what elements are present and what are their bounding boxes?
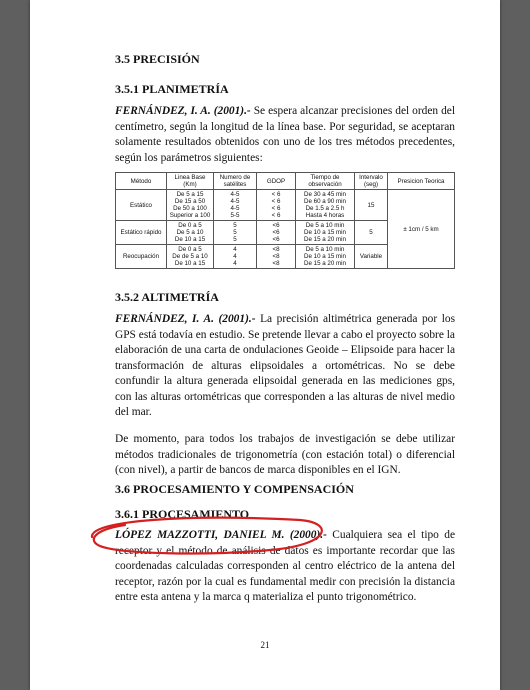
section-3-6-title: 3.6 PROCESAMIENTO Y COMPENSACIÓN: [115, 482, 354, 496]
paragraph-planimetria: [115, 104, 455, 166]
col-header-precision: Presicion Teorica: [388, 173, 455, 190]
section-3-5-1-title: 3.5.1 PLANIMETRÍA: [115, 82, 229, 96]
paragraph-altimetria: [115, 312, 455, 421]
section-3-5-2-title: 3.5.2 ALTIMETRÍA: [115, 290, 219, 304]
cell-interval: 5: [355, 221, 388, 245]
cell-gdop: < 6 < 6 < 6 < 6: [257, 190, 296, 221]
cell-method: Reocupación: [116, 245, 167, 269]
cell-method: Estático rápido: [116, 221, 167, 245]
cell-interval: Variable: [355, 245, 388, 269]
table-row-estatico: [116, 190, 455, 221]
section-3-6-1-title: 3.6.1 PROCESAMIENTO: [115, 507, 250, 521]
cell-satellites: 4 4 4: [214, 245, 257, 269]
col-header-method: Método: [116, 173, 167, 190]
col-header-interval: Intervalo (seg): [355, 173, 388, 190]
document-page: [30, 0, 500, 690]
cell-satellites: 5 5 5: [214, 221, 257, 245]
cell-baseline: De 0 a 5 De 5 a 10 De 10 a 15: [167, 221, 214, 245]
col-header-satellites: Numero de satélites: [214, 173, 257, 190]
cell-observation-time: De 30 a 45 min De 60 a 90 min De 1.5 a 2.5 h Hasta 4 horas: [296, 190, 355, 221]
paragraph-procesamiento: [115, 528, 455, 606]
cell-gdop: <6 <6 <6: [257, 221, 296, 245]
paragraph-text: La precisión altimétrica generada por los GPS está todavía en estudio. Se pretende llevar a cabo el proyecto sobre la elaboración de una carta de ondulaciones Geoide – Elipsoide para hacer la transformación de alturas elipsoidales a ortométricas. No se debe confundir la altura generada elipsoidal generada en las mediciones gps, con las alturas ortométricas que corresponden a las alturas de nivel medio del mar.: [115, 313, 455, 418]
author-citation: FERNÁNDEZ, I. A. (2001).-: [115, 105, 251, 117]
cell-observation-time: De 5 a 10 min De 10 a 15 min De 15 a 20 min: [296, 221, 355, 245]
paragraph-text: Cualquiera sea el tipo de receptor y el método de análisis de datos es importante recordar que las coordenadas calculadas corresponden al centro eléctrico de la antena del receptor, razón por la cual es fundamental medir con precisión la distancia entre esta antena y la marca q materializa el punto trigonométrico.: [115, 529, 456, 603]
cell-baseline: De 0 a 5 De de 5 a 10 De 10 a 15: [167, 245, 214, 269]
author-citation: LÓPEZ MAZZOTTI, DANIEL M. (2000).-: [115, 529, 327, 541]
cell-method: Estático: [116, 190, 167, 221]
page-number: 21: [260, 640, 270, 650]
author-citation: FERNÁNDEZ, I. A. (2001).-: [115, 313, 256, 325]
col-header-gdop: GDOP: [257, 173, 296, 190]
cell-precision: ± 1cm / 5 km: [388, 190, 455, 269]
table-header-row: [116, 173, 455, 190]
cell-observation-time: De 5 a 10 min De 10 a 15 min De 15 a 20 min: [296, 245, 355, 269]
col-header-baseline: Linea Base (Km): [167, 173, 214, 190]
cell-interval: 15: [355, 190, 388, 221]
precision-table: [115, 172, 455, 269]
paragraph-trigonometria: De momento, para todos los trabajos de investigación se debe utilizar métodos tradicionales de trigonometría (con estación total) o diferencial (con nivel), a partir de bancos de marca disponibles en el IGN.: [115, 433, 455, 476]
section-3-5-title: 3.5 PRECISIÓN: [115, 52, 200, 66]
paragraph-text: Se espera alcanzar precisiones del orden del centímetro, según la longitud de la línea base. Por seguridad, se aceptaran solamente resultados obtenidos con uno de los tres métodos precedentes, según los parámetros siguientes:: [115, 105, 455, 164]
cell-baseline: De 5 a 15 De 15 a 50 De 50 a 100 Superior a 100: [167, 190, 214, 221]
cell-gdop: <8 <8 <8: [257, 245, 296, 269]
cell-satellites: 4-5 4-5 4-5 5-5: [214, 190, 257, 221]
col-header-observation-time: Tiempo de observación: [296, 173, 355, 190]
